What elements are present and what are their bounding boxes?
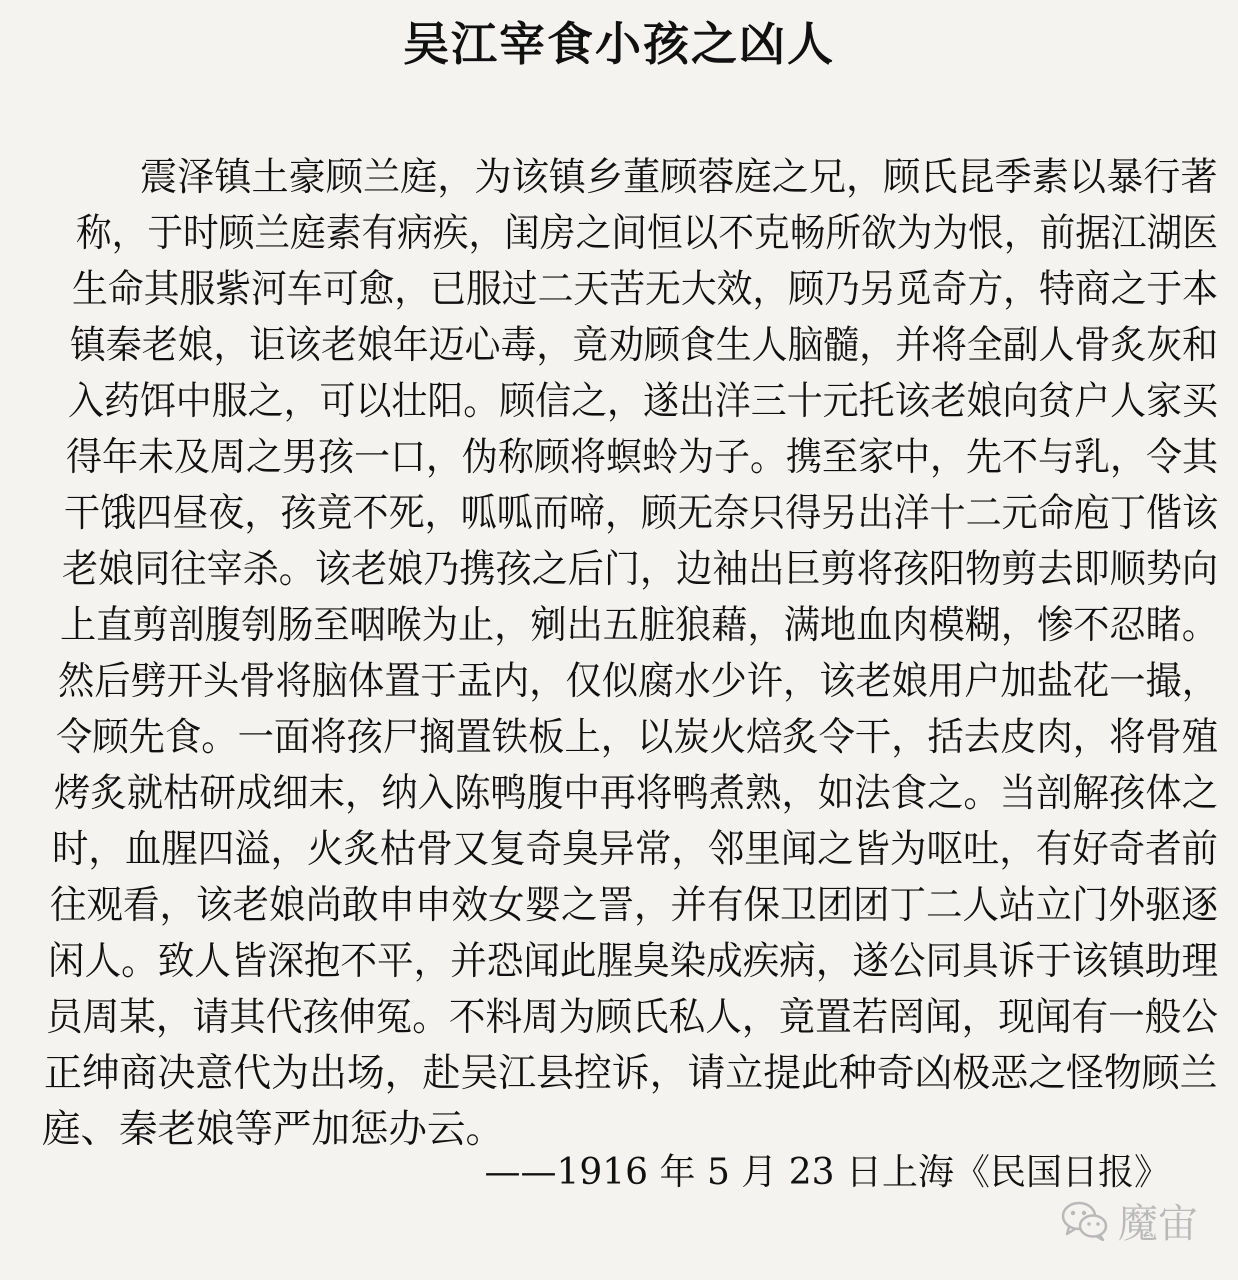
body-line: 震泽镇土豪顾兰庭，为该镇乡董顾蓉庭之兄，顾氏昆季素以暴行著 (140, 155, 1218, 200)
body-line: 上直剪剖腹刳肠至咽喉为止，剜出五脏狼藉，满地血肉模糊，惨不忍睹。 (60, 603, 1218, 648)
watermark (1060, 1192, 1198, 1248)
body-line: 生命其服紫河车可愈，已服过二天苦无大效，顾乃另觅奇方，特商之于本 (72, 267, 1219, 312)
body-line: 干饿四昼夜，孩竟不死，呱呱而啼，顾无奈只得另出洋十二元命庖丁偕该 (64, 491, 1219, 536)
body-line: 闲人。致人皆深抱不平，并恐闻此腥臭染成疾病，遂公同具诉于该镇助理 (48, 939, 1219, 984)
body-line: 烤炙就枯研成细末，纳入陈鸭腹中再将鸭煮熟，如法食之。当剖解孩体之 (54, 771, 1219, 816)
body-line: 然后劈开头骨将脑体置于盂内，仅似腐水少许，该老娘用户加盐花一撮， (58, 659, 1219, 704)
body-line: 时，血腥四溢，火炙枯骨又复奇臭异常，邻里闻之皆为呕吐，有好奇者前 (52, 827, 1218, 872)
watermark-text: 魔宙 (1118, 1200, 1198, 1247)
article-title: 吴江宰食小孩之凶人 (403, 17, 835, 71)
body-line: 正绅商决意代为出场，赴吴江县控诉，请立提此种奇凶极恶之怪物顾兰 (44, 1051, 1218, 1096)
body-line: 镇秦老娘，讵该老娘年迈心毒，竟劝顾食生人脑髓，并将全副人骨炙灰和 (70, 323, 1218, 368)
body-line: 令顾先食。一面将孩尸搁置铁板上，以炭火焙炙令干，括去皮肉，将骨殖 (56, 715, 1219, 760)
body-line: 员周某，请其代孩伸冤。不料周为顾氏私人，竟置若罔闻，现闻有一般公 (46, 995, 1219, 1040)
body-line: 往观看，该老娘尚敢申申效女婴之詈，并有保卫团团丁二人站立门外驱逐 (50, 883, 1219, 928)
body-line: 得年未及周之男孩一口，伪称顾将螟蛉为子。携至家中，先不与乳，令其 (66, 435, 1219, 480)
body-line: 称，于时顾兰庭素有病疾，闺房之间恒以不克畅所欲为为恨，前据江湖医 (76, 211, 1218, 256)
wechat-icon (1060, 1199, 1110, 1241)
body-line: 庭、秦老娘等严加惩办云。 (42, 1107, 505, 1152)
body-line: 入药饵中服之，可以壮阳。顾信之，遂出洋三十元托该老娘向贫户人家买 (68, 379, 1218, 424)
body-line: 老娘同往宰杀。该老娘乃携孩之后门，边袖出巨剪将孩阳物剪去即顺势向 (62, 547, 1219, 592)
source-citation: ——1916 年 5 月 23 日上海《民国日报》 (484, 1152, 1170, 1193)
